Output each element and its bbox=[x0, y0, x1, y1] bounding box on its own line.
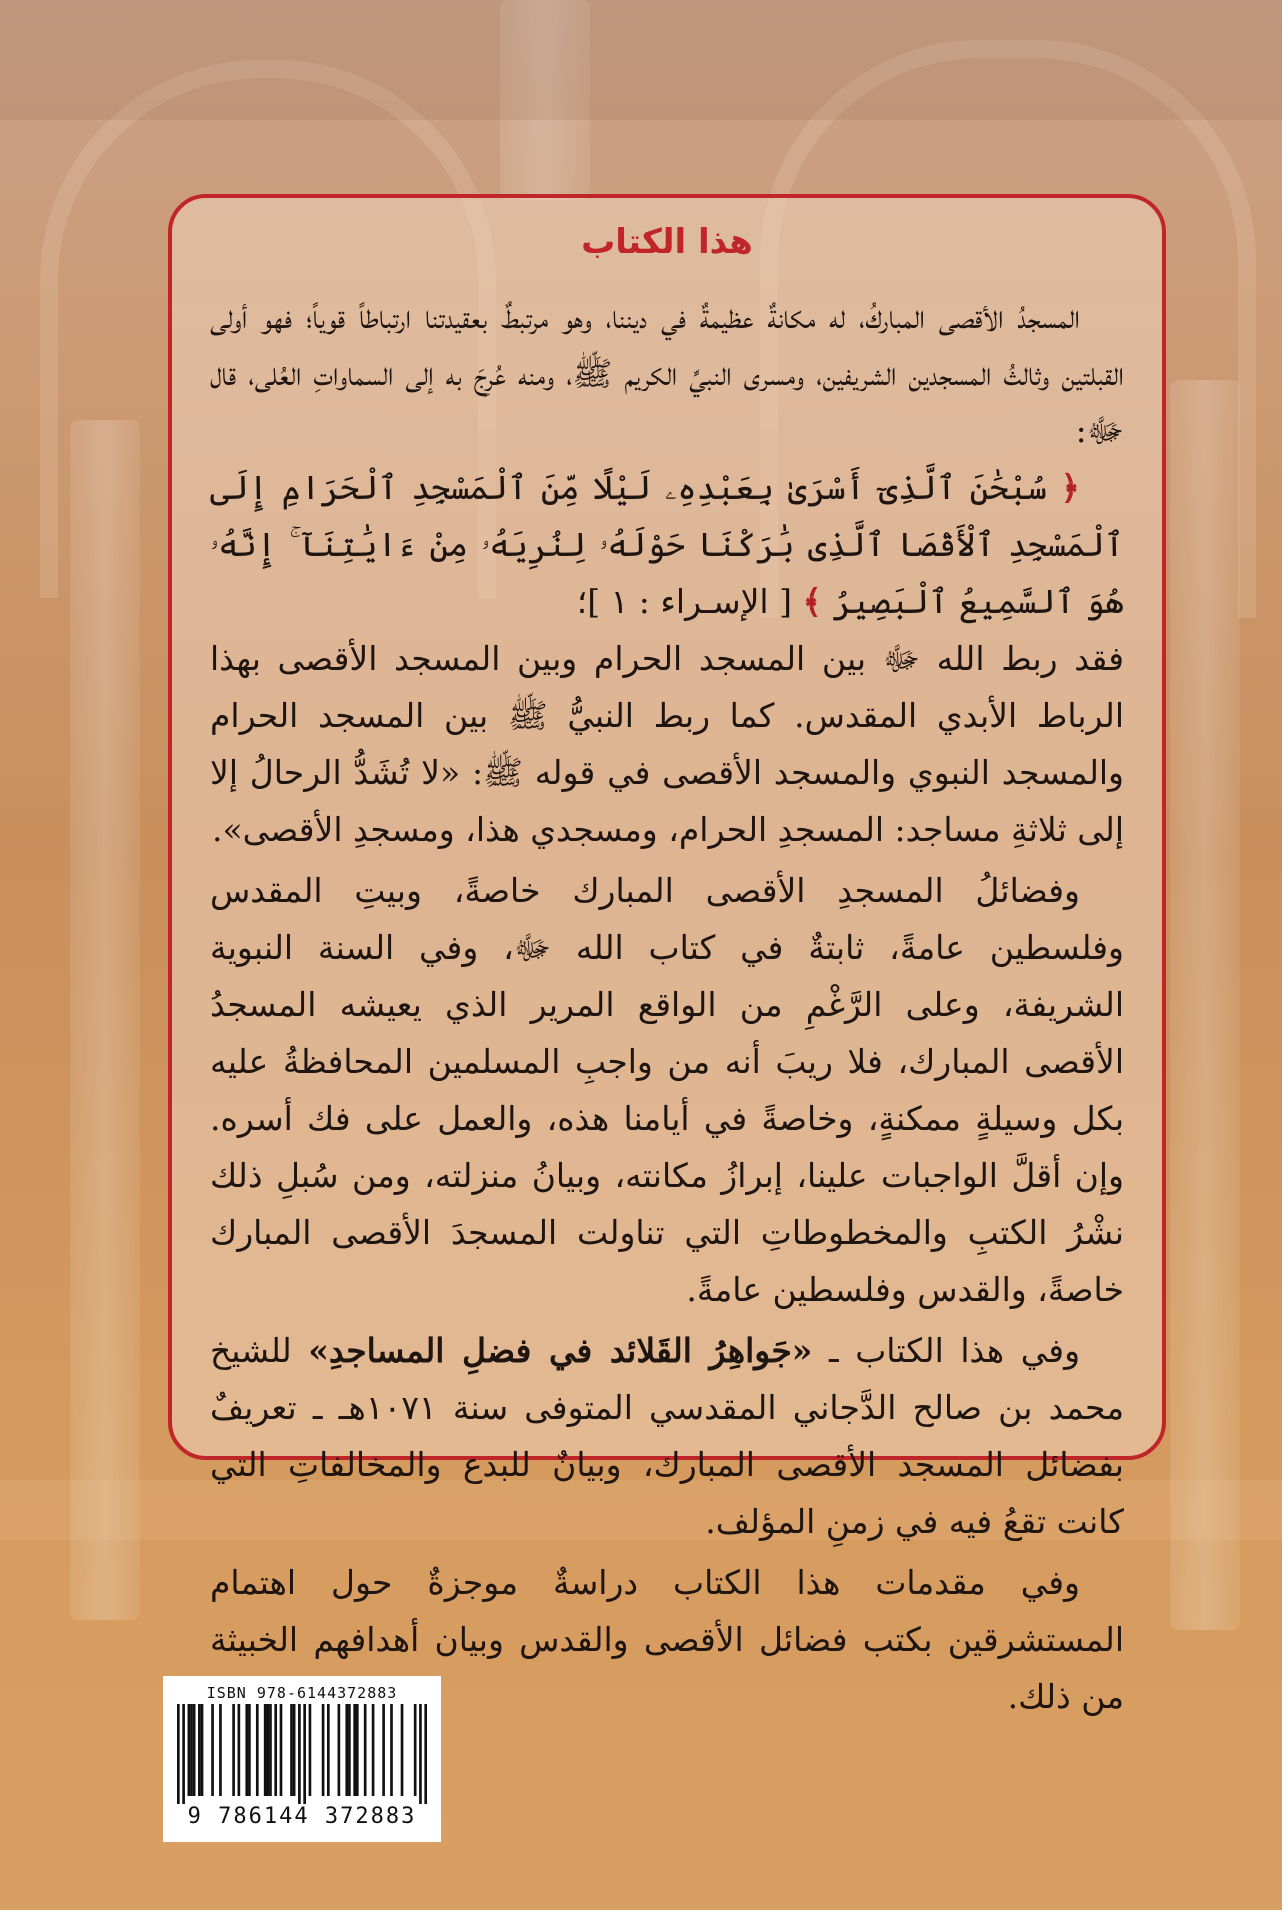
barcode-bar bbox=[232, 1704, 235, 1796]
verse-open-bracket: ﴿ bbox=[1060, 468, 1080, 507]
barcode-bar bbox=[322, 1704, 325, 1796]
barcode-bar bbox=[274, 1704, 277, 1796]
barcode-bar bbox=[280, 1704, 283, 1796]
paragraph-book bbox=[210, 1322, 1124, 1550]
isbn-barcode bbox=[163, 1676, 441, 1842]
section-title: هذا الكتاب bbox=[581, 222, 753, 262]
barcode-bar bbox=[372, 1704, 375, 1796]
barcode-bar bbox=[245, 1704, 248, 1796]
barcode-bar bbox=[266, 1704, 269, 1796]
barcode-bar bbox=[348, 1704, 351, 1796]
barcode-bar bbox=[219, 1704, 222, 1796]
verse-close-bracket: ﴾ bbox=[802, 582, 822, 621]
barcode-bar bbox=[327, 1704, 330, 1796]
barcode-bar bbox=[424, 1704, 427, 1804]
verse-reference: [ الإسـراء : ١ ]؛ bbox=[576, 582, 792, 621]
isbn-label: ISBN 978-6144372883 bbox=[206, 1684, 398, 1702]
barcode-bar bbox=[356, 1704, 359, 1796]
barcode-number: 9 786144 372883 bbox=[187, 1804, 417, 1829]
book-intro: وفي هذا الكتاب ـ bbox=[828, 1331, 1081, 1370]
paragraph-study: وفي مقدمات هذا الكتاب دراسةٌ موجزةٌ حول اهتمام المستشرقين بكتب فضائل الأقصى والقدس وبيان أهدافهم الخبيثة من ذلك. bbox=[210, 1563, 1124, 1716]
barcode-bars bbox=[177, 1704, 427, 1804]
barcode-bar bbox=[177, 1704, 180, 1804]
barcode-bar bbox=[364, 1704, 367, 1796]
barcode-bar bbox=[190, 1704, 193, 1796]
barcode-bar bbox=[303, 1704, 306, 1804]
barcode-bar bbox=[256, 1704, 259, 1796]
barcode-bar bbox=[419, 1704, 422, 1804]
barcode-bar bbox=[193, 1704, 196, 1796]
quran-verse bbox=[210, 459, 1124, 630]
book-title: «جَواهِرُ القَلائد في فضلِ المساجدِ» bbox=[308, 1331, 813, 1370]
barcode-bar bbox=[345, 1704, 348, 1796]
intro-rest: فقد ربط الله ﷻ بين المسجد الحرام وبين المسجد الأقصى بهذا الرباط الأبدي المقدس. كما ربط النبيُّ ﷺ بين المسجد الحرام والمسجد النبوي والمسجد الأقصى في قوله ﷺ: «لا تُشَدُّ الرحالُ إلا إلى ثلاثةِ مساجد: المسجدِ الحرام، ومسجدي هذا، ومسجدِ الأقصى». bbox=[210, 639, 1124, 849]
paragraph-virtues: وفضائلُ المسجدِ الأقصى المبارك خاصةً، وبيتِ المقدس وفلسطين عامةً، ثابتةٌ في كتاب الله ﷻ، وفي السنة النبوية الشريفة، وعلى الرَّغْمِ من الواقع المرير الذي يعيشه المسجدُ الأقصى المبارك، فلا ريبَ أنه من واجبِ المسلمين المحافظةُ عليه بكل وسيلةٍ ممكنةٍ، وخاصةً في أيامنا هذه، والعمل على فك أسره. وإن أقلَّ الواجبات علينا، إبرازُ مكانته، وبيانُ منزلته، ومن سُبلِ ذلك نشْرُ الكتبِ والمخطوطاتِ التي تناولت المسجدَ الأقصى المبارك خاصةً، والقدس وفلسطين عامةً. bbox=[210, 871, 1124, 1309]
barcode-bar bbox=[298, 1704, 301, 1804]
barcode-bar bbox=[198, 1704, 201, 1796]
description-text bbox=[210, 288, 1124, 1725]
barcode-bar bbox=[401, 1704, 404, 1796]
intro-text: المسجدُ الأقصى المباركُ، له مكانةٌ عظيمةٌ في ديننا، وهو مرتبطٌ بعقيدتنا ارتباطاً قوياً؛ فهو أولى القبلتين وثالثُ المسجدين الشريفين، ومسرى النبيِّ الكريم ﷺ، ومنه عُرِجَ به إلى السماواتِ العُلى، قال ﷻ: bbox=[210, 297, 1124, 450]
paragraph-intro bbox=[210, 288, 1124, 858]
barcode-bar bbox=[338, 1704, 341, 1796]
barcode-bar bbox=[269, 1704, 272, 1796]
barcode-bar bbox=[201, 1704, 204, 1796]
barcode-bar bbox=[414, 1704, 417, 1796]
barcode-bar bbox=[293, 1704, 296, 1796]
barcode-bar bbox=[309, 1704, 312, 1796]
barcode-bar bbox=[264, 1704, 267, 1796]
barcode-bar bbox=[353, 1704, 356, 1796]
barcode-bar bbox=[238, 1704, 241, 1796]
barcode-bar bbox=[188, 1704, 191, 1796]
barcode-bar bbox=[382, 1704, 385, 1796]
book-details: للشيخ محمد بن صالح الدَّجاني المقدسي المتوفى سنة ١٠٧١هـ ـ تعريفٌ بفضائل المسجد الأقصى المبارك، وبيانٌ للبدع والمخالفاتِ التي كانت تقعُ فيه في زمنِ المؤلف. bbox=[210, 1331, 1125, 1541]
barcode-bar bbox=[211, 1704, 214, 1796]
barcode-bar bbox=[248, 1704, 251, 1796]
verse-text: سُبْحَٰنَ ٱلَّذِىٓ أَسْرَىٰ بِعَبْدِهِۦ لَيْلًا مِّنَ ٱلْمَسْجِدِ ٱلْحَرَامِ إِلَى ٱلْمَسْجِدِ ٱلْأَقْصَا ٱلَّذِى بَٰرَكْنَا حَوْلَهُۥ لِنُرِيَهُۥ مِنْ ءَايَٰتِنَآ ۚ إِنَّهُۥ هُوَ ٱلسَّمِيعُ ٱلْبَصِيرُ bbox=[210, 468, 1124, 621]
barcode-bar bbox=[182, 1704, 185, 1804]
barcode-bar bbox=[290, 1704, 293, 1796]
barcode-bar bbox=[390, 1704, 393, 1796]
